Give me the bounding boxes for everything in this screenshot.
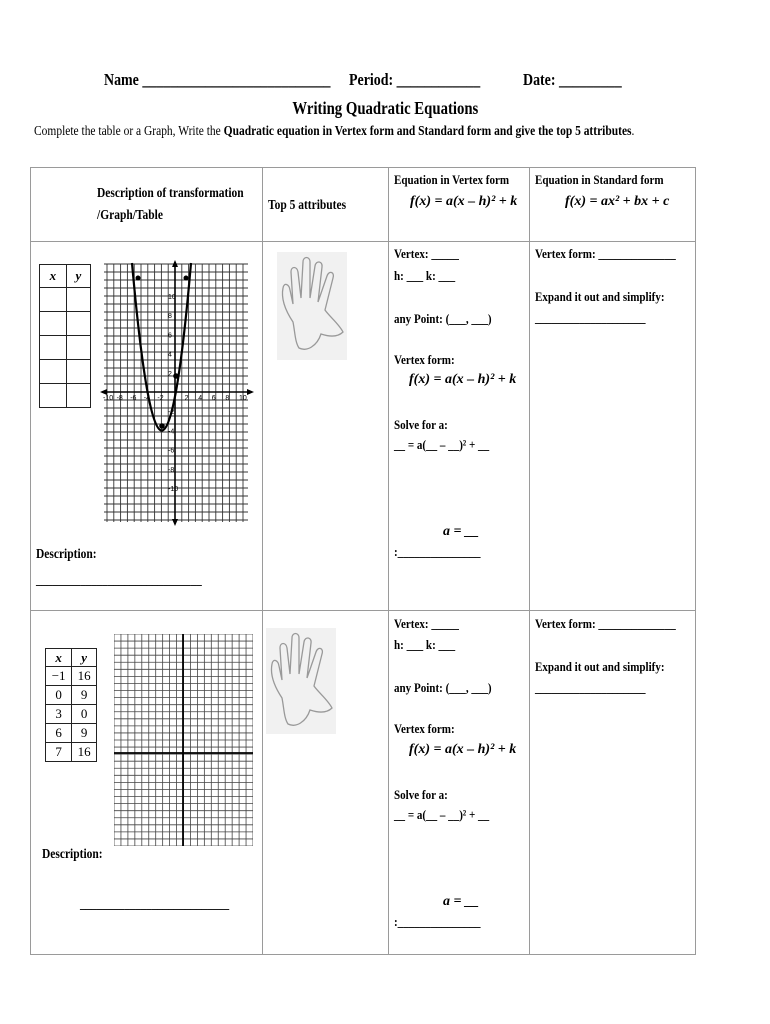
table-cell[interactable]	[66, 384, 90, 408]
vertex-form-equation: f(x) = a(x – h)² + k	[409, 372, 517, 387]
solve-equation[interactable]: __ = a(__ – __)² + __	[394, 807, 490, 822]
expand-line[interactable]: ____________________	[535, 310, 646, 325]
table-header-x: x	[46, 649, 72, 667]
table-cell[interactable]	[66, 360, 90, 384]
table-cell: 6	[46, 724, 72, 743]
table-cell[interactable]	[40, 384, 67, 408]
y-tick-label: -2	[168, 409, 175, 417]
vertex-form-label: Vertex form:	[394, 352, 455, 367]
table-header-y: y	[66, 265, 90, 288]
table-cell[interactable]	[40, 336, 67, 360]
y-tick-label: -10	[168, 486, 179, 493]
table-cell: 9	[72, 686, 97, 705]
graph-point	[184, 276, 189, 281]
table-cell: 9	[72, 724, 97, 743]
hk-blank[interactable]: h: ___ k: ___	[394, 637, 456, 652]
table-cell: 16	[72, 667, 97, 686]
vertex-form-equation: f(x) = a(x – h)² + k	[410, 194, 518, 209]
x-tick-label: 8	[225, 395, 230, 402]
description-label: Description:	[42, 847, 103, 862]
name-field[interactable]: Name ___________________________	[104, 70, 331, 89]
expand-label: Expand it out and simplify:	[535, 289, 665, 304]
x-tick-label: 10	[239, 395, 247, 402]
hk-blank[interactable]: h: ___ k: ___	[394, 268, 456, 283]
table-header-x: x	[40, 265, 67, 288]
x-tick-label: -6	[130, 395, 137, 402]
answer-line[interactable]: :_______________	[394, 544, 481, 559]
graph-point	[136, 276, 141, 281]
hand-icon	[277, 252, 347, 360]
vertex-point	[159, 423, 165, 429]
table-cell[interactable]	[40, 360, 67, 384]
expand-line[interactable]: ____________________	[535, 680, 646, 695]
x-tick-label: -4	[143, 395, 151, 402]
blank-graph-grid-row2[interactable]	[114, 634, 253, 846]
solve-equation[interactable]: __ = a(__ – __)² + __	[394, 437, 490, 452]
y-tick-label: 4	[168, 351, 172, 359]
y-tick-label: -4	[168, 428, 175, 436]
table-header-y: y	[72, 649, 97, 667]
table-cell: 0	[72, 705, 97, 724]
table-cell: 7	[46, 743, 72, 762]
description-line[interactable]: ___________________________	[80, 896, 230, 911]
vertex-blank[interactable]: Vertex: _____	[394, 616, 459, 631]
solve-for-a-label: Solve for a:	[394, 417, 448, 432]
y-tick-label: 6	[168, 332, 172, 340]
xy-table-row1	[39, 264, 91, 408]
table-cell[interactable]	[66, 312, 90, 336]
any-point-blank[interactable]: any Point: (___, ___)	[394, 311, 492, 326]
hand-icon	[266, 628, 336, 734]
a-equals[interactable]: a = __	[443, 894, 479, 909]
y-tick-label: -8	[168, 466, 175, 474]
vertex-form-equation: f(x) = a(x – h)² + k	[409, 742, 517, 757]
x-tick-label: -2	[157, 395, 164, 402]
worksheet-title: Writing Quadratic Equations	[292, 98, 478, 118]
period-field[interactable]: Period: ____________	[349, 70, 481, 89]
vertex-blank[interactable]: Vertex: _____	[394, 246, 459, 261]
standard-form-equation: f(x) = ax² + bx + c	[565, 194, 670, 209]
vertex-form-label: Vertex form:	[394, 721, 455, 736]
y-tick-label: 2	[168, 370, 172, 378]
coordinate-graph-row1	[98, 258, 256, 528]
table-cell[interactable]	[66, 288, 90, 312]
expand-label: Expand it out and simplify:	[535, 659, 665, 674]
y-tick-label: 10	[168, 294, 176, 301]
col-header-description: Description of transformation	[97, 186, 244, 201]
answer-line[interactable]: :_______________	[394, 914, 481, 929]
any-point-blank[interactable]: any Point: (___, ___)	[394, 680, 492, 695]
col-header-standard-form: Equation in Standard form	[535, 172, 664, 187]
col-header-top5: Top 5 attributes	[268, 198, 347, 213]
solve-for-a-label: Solve for a:	[394, 787, 448, 802]
x-tick-label: 4	[198, 395, 203, 402]
xy-table-row2	[45, 648, 97, 762]
x-tick-label: -8	[116, 395, 123, 402]
y-tick-label: -6	[168, 447, 175, 455]
x-tick-label: 2	[184, 395, 189, 402]
standard-vertex-form-blank[interactable]: Vertex form: ______________	[535, 246, 676, 261]
table-cell[interactable]	[66, 336, 90, 360]
a-equals[interactable]: a = __	[443, 524, 479, 539]
table-cell: 16	[72, 743, 97, 762]
col-header-vertex-form: Equation in Vertex form	[394, 172, 510, 187]
col-header-description-2: /Graph/Table	[97, 208, 163, 223]
x-tick-label: -10	[103, 395, 114, 402]
instructions: Complete the table or a Graph, Write the Quadratic equation in Vertex form and Standard form and give the top 5 attributes.	[34, 124, 635, 139]
description-line[interactable]: ______________________________	[36, 572, 202, 587]
graph-point	[173, 373, 179, 379]
x-tick-label: 6	[211, 395, 216, 402]
standard-vertex-form-blank[interactable]: Vertex form: ______________	[535, 616, 676, 631]
date-field[interactable]: Date: _________	[523, 70, 622, 89]
y-tick-label: 8	[168, 313, 172, 321]
table-cell: 3	[46, 705, 72, 724]
description-label: Description:	[36, 547, 97, 562]
table-cell[interactable]	[40, 288, 67, 312]
table-cell: −1	[46, 667, 72, 686]
table-cell: 0	[46, 686, 72, 705]
table-cell[interactable]	[40, 312, 67, 336]
